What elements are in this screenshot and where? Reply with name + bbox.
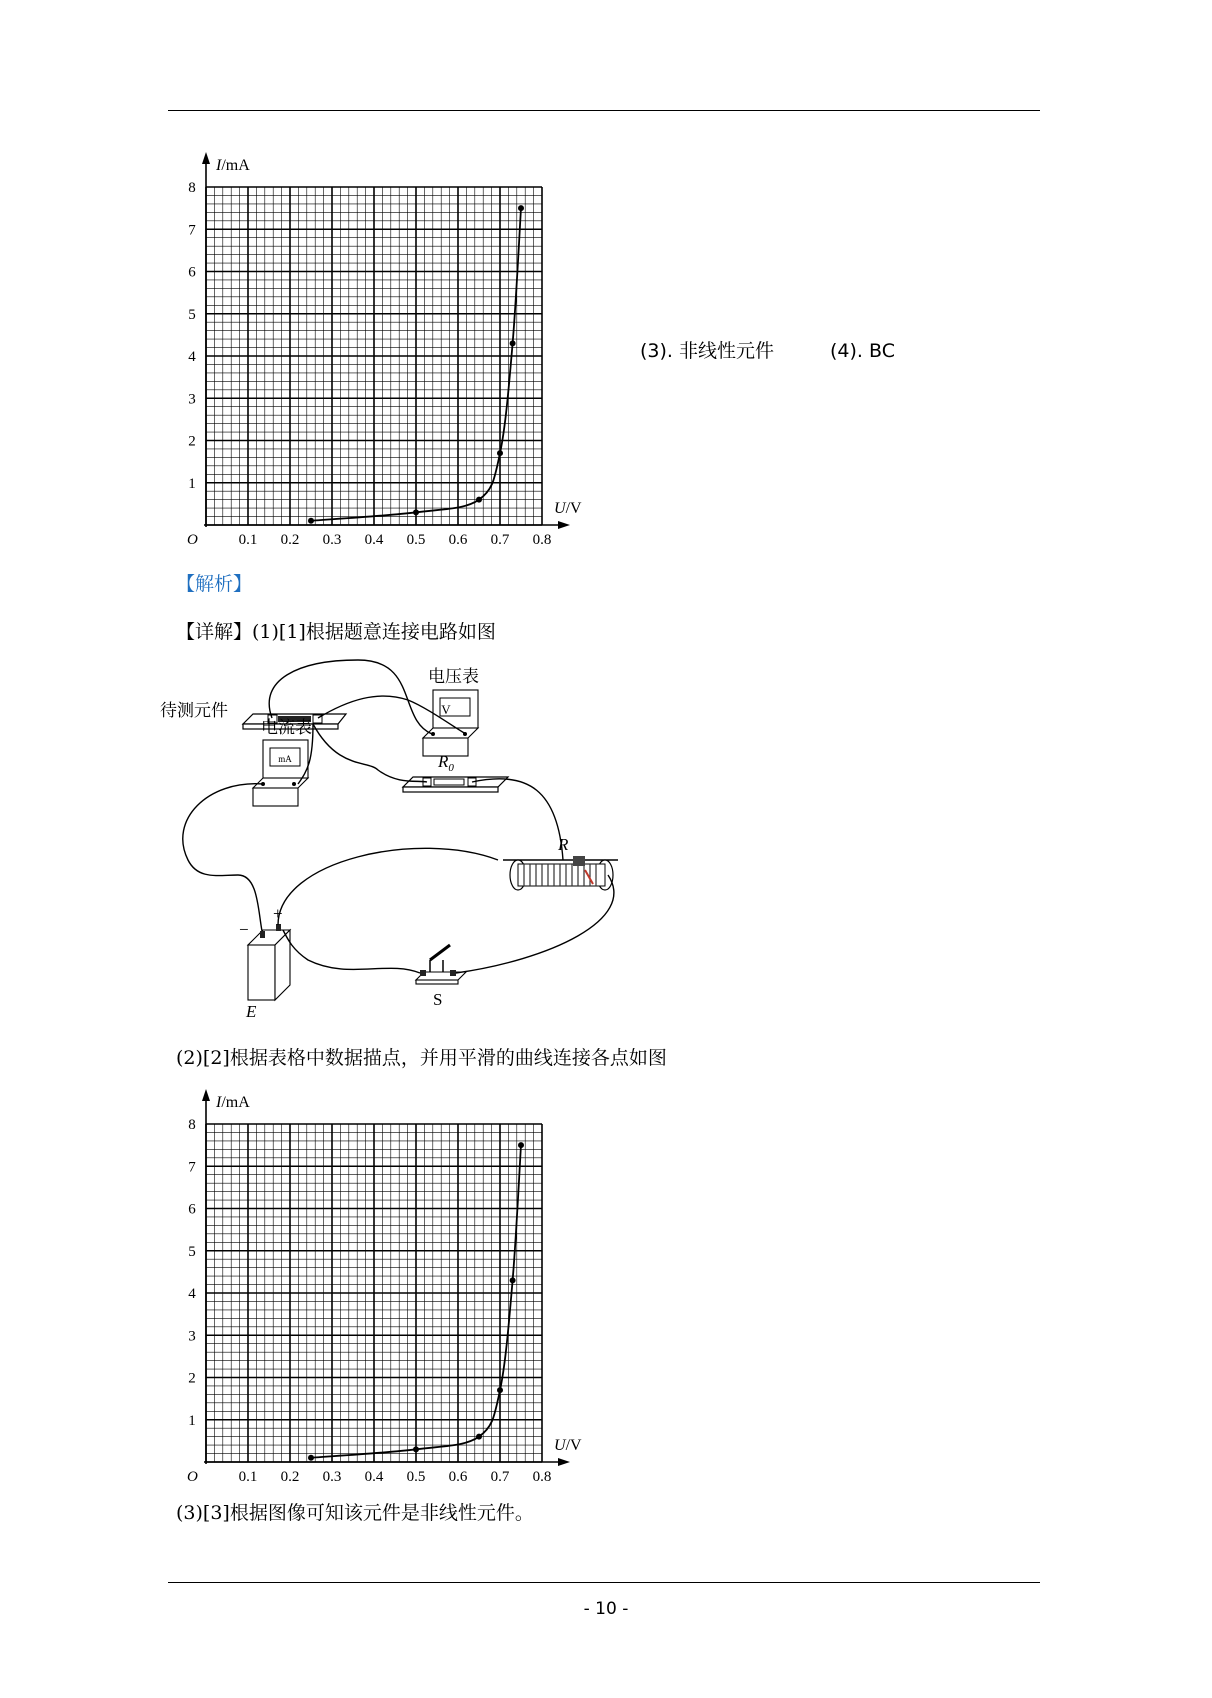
x-tick-label: 0.3 [322, 532, 342, 548]
step2-line: (2)[2]根据表格中数据描点，并用平滑的曲线连接各点如图 [176, 1047, 667, 1069]
y-tick-label: 7 [188, 222, 196, 239]
battery [248, 924, 290, 1000]
y-tick-label: 5 [188, 1243, 196, 1260]
x-tick-label: 0.7 [490, 1469, 510, 1485]
data-point [476, 497, 482, 503]
x-tick-label: 0.1 [238, 532, 258, 548]
x-tick-label: 0.4 [364, 1469, 384, 1485]
y-axis-label: I/mA [216, 1094, 250, 1111]
ammeter-symbol: mA [278, 754, 292, 764]
y-tick-label: 6 [188, 1201, 196, 1218]
data-point [510, 1277, 516, 1283]
switch [416, 945, 466, 984]
y-tick-label: 8 [188, 180, 196, 196]
x-tick-label: 0.7 [490, 532, 510, 548]
x-tick-label: 0.2 [280, 532, 300, 548]
x-tick-label: 0.3 [322, 1469, 342, 1485]
x-tick-label: 0.6 [448, 532, 468, 548]
voltmeter-label: 电压表 [428, 667, 479, 687]
ammeter-label: 电流表 [261, 718, 312, 738]
y-axis-arrow [202, 1089, 210, 1101]
y-tick-label: 3 [188, 1328, 196, 1345]
data-point [413, 1446, 419, 1452]
x-tick-label: 0.4 [364, 532, 384, 548]
x-tick-label: 0.5 [406, 532, 426, 548]
footer-rule [168, 1582, 1040, 1583]
switch-label: S [433, 990, 443, 1009]
header-rule [168, 110, 1040, 111]
y-tick-label: 4 [188, 349, 196, 365]
grid [206, 1124, 542, 1462]
origin-label: O [187, 532, 198, 548]
analysis-label: 【解析】 [176, 573, 253, 595]
circuit-diagram [160, 660, 638, 1021]
y-axis-arrow [202, 152, 210, 164]
origin-label: O [187, 1469, 198, 1485]
y-tick-label: 4 [188, 1286, 196, 1302]
x-axis-arrow [558, 521, 570, 529]
rheostat [503, 856, 618, 890]
iv-chart-1 [170, 150, 582, 560]
y-tick-label: 2 [188, 433, 196, 450]
data-point [497, 1387, 503, 1393]
y-tick-label: 6 [188, 264, 196, 281]
x-axis-label: U/V [554, 500, 582, 517]
detail-line: 【详解】(1)[1]根据题意连接电路如图 [176, 621, 496, 643]
x-tick-label: 0.5 [406, 1469, 426, 1485]
r0-symbol: R [438, 752, 449, 771]
x-axis-arrow [558, 1458, 570, 1466]
data-point [510, 340, 516, 346]
element-label: 待测元件 [160, 701, 228, 721]
battery-minus: − [239, 920, 249, 939]
battery-label: E [246, 1002, 257, 1021]
y-tick-label: 8 [188, 1117, 196, 1133]
data-point [497, 450, 503, 456]
x-tick-label: 0.2 [280, 1469, 300, 1485]
data-point [308, 518, 314, 524]
r0-subscript: 0 [448, 762, 454, 774]
y-tick-label: 2 [188, 1370, 196, 1387]
y-tick-label: 7 [188, 1159, 196, 1176]
data-point [413, 509, 419, 515]
x-tick-label: 0.8 [532, 532, 552, 548]
grid [206, 187, 542, 525]
page-number: - 10 - [583, 1599, 629, 1619]
data-point [518, 205, 524, 211]
x-tick-label: 0.8 [532, 1469, 552, 1485]
y-axis-label: I/mA [216, 157, 250, 174]
y-tick-label: 1 [188, 1412, 196, 1429]
ammeter [253, 740, 308, 806]
voltmeter [423, 690, 478, 756]
y-tick-label: 3 [188, 391, 196, 408]
y-tick-label: 5 [188, 306, 196, 323]
battery-plus: + [273, 904, 283, 923]
iv-chart-2 [170, 1087, 582, 1497]
voltmeter-symbol: V [441, 702, 451, 717]
rheostat-label: R [558, 835, 569, 854]
data-point [518, 1142, 524, 1148]
answer-part-3: (3). 非线性元件 [640, 340, 774, 362]
x-tick-label: 0.6 [448, 1469, 468, 1485]
data-point [476, 1434, 482, 1440]
step3-line: (3)[3]根据图像可知该元件是非线性元件。 [176, 1502, 534, 1524]
y-tick-label: 1 [188, 475, 196, 492]
x-tick-label: 0.1 [238, 1469, 258, 1485]
x-axis-label: U/V [554, 1437, 582, 1454]
answer-part-4: (4). BC [830, 340, 895, 362]
data-point [308, 1455, 314, 1461]
